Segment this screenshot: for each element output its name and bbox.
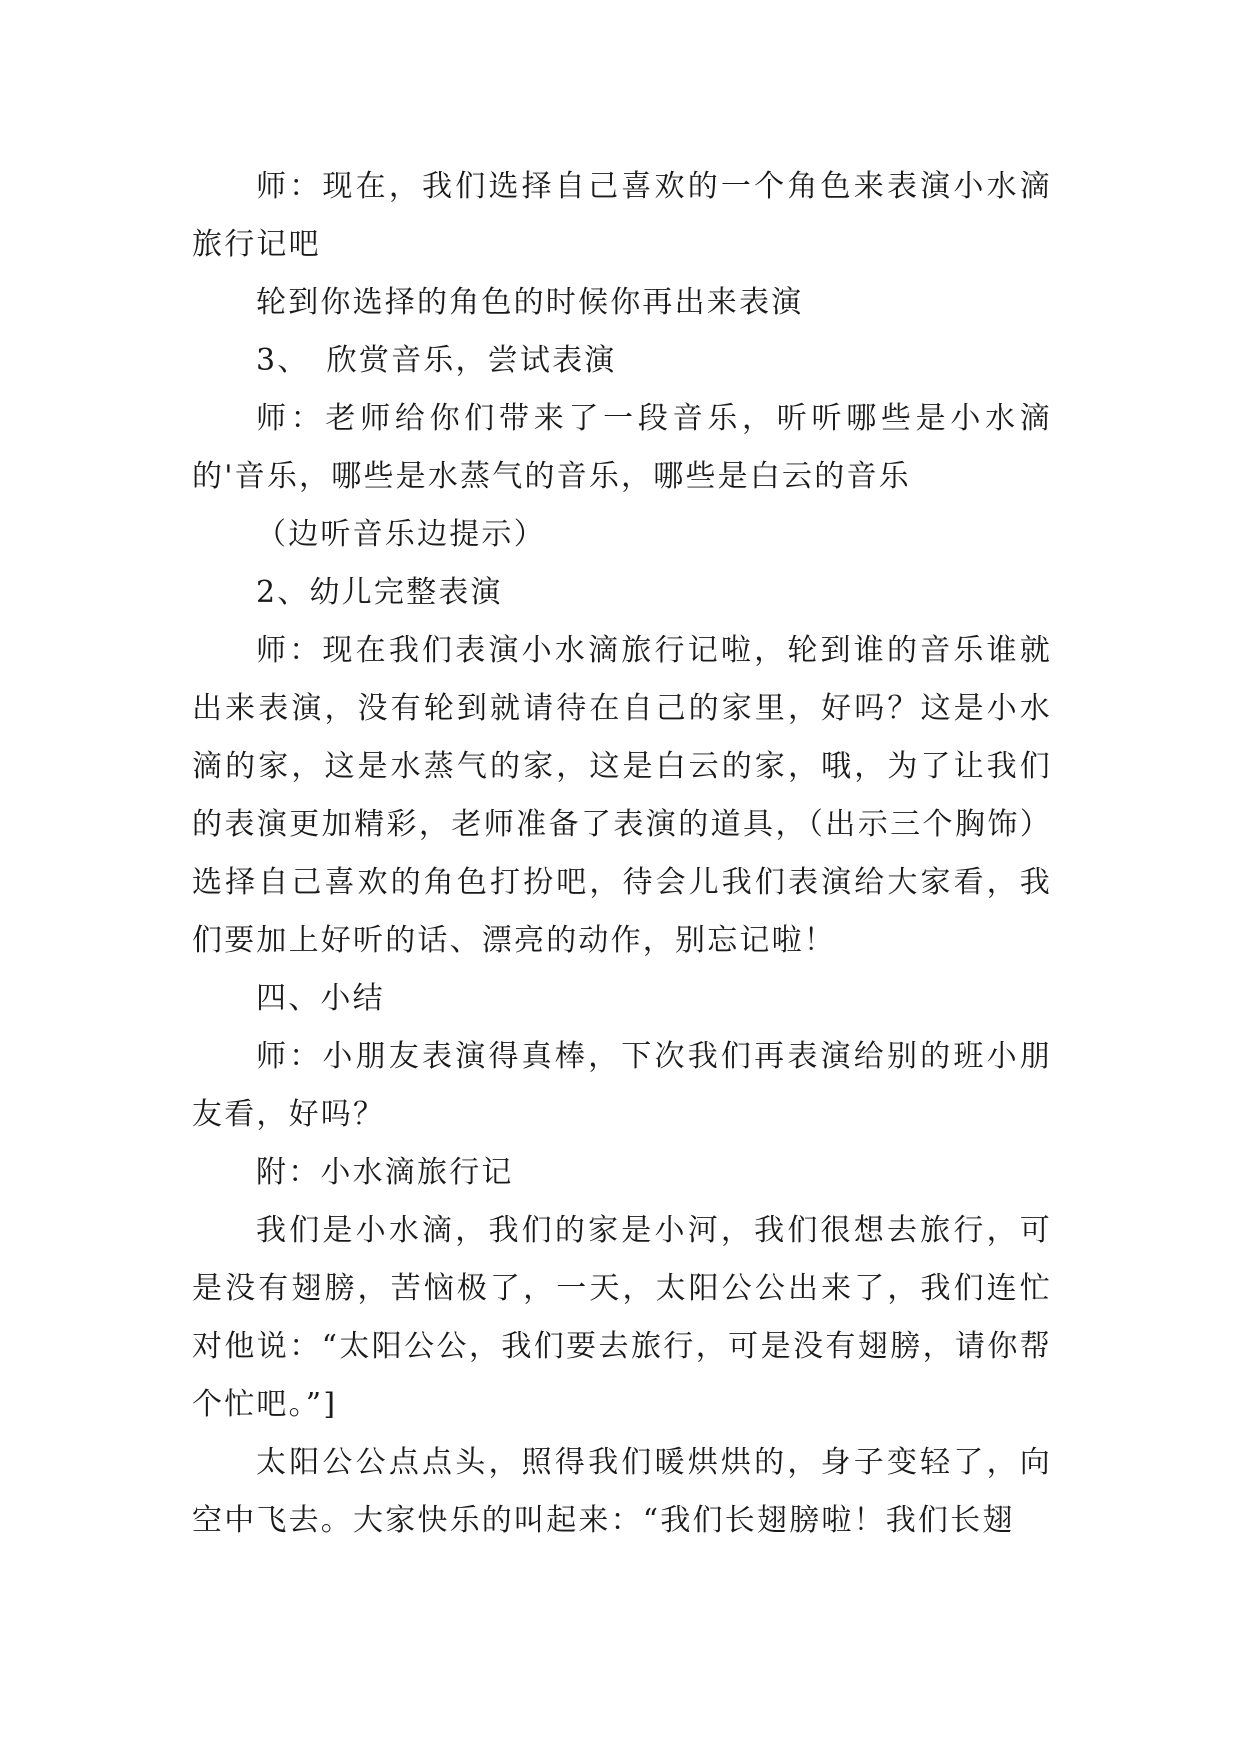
paragraph: 2、幼儿完整表演 xyxy=(256,575,503,610)
paragraph: 师：现在我们表演小水滴旅行记啦，轮到谁的音乐谁就出来表演，没有轮到就请待在自己的家里，好吗？这是小水滴的家，这是水蒸气的家，这是白云的家，哦，为了让我们的表演更加精彩，老师准备了表演的道具，（出示三个胸饰）选择自己喜欢的角色打扮吧，待会儿我们表演给大家看，我们要加上好听的话、漂亮的动作，别忘记啦！ xyxy=(192,633,1052,958)
paragraph: 四、小结 xyxy=(256,981,385,1016)
paragraph: 师：现在，我们选择自己喜欢的一个角色来表演小水滴旅行记吧 xyxy=(192,169,1052,262)
paragraph: 太阳公公点点头，照得我们暖烘烘的，身子变轻了，向空中飞去。大家快乐的叫起来：“我们长翅膀啦！我们长翅 xyxy=(192,1445,1052,1538)
paragraph: （边听音乐边提示） xyxy=(256,517,546,552)
paragraph: 附：小水滴旅行记 xyxy=(256,1155,514,1190)
paragraph: 师：老师给你们带来了一段音乐，听听哪些是小水滴的'音乐，哪些是水蒸气的音乐，哪些是白云的音乐 xyxy=(192,401,1052,494)
paragraph: 3、 欣赏音乐，尝试表演 xyxy=(256,343,617,378)
paragraph: 师：小朋友表演得真棒，下次我们再表演给别的班小朋友看，好吗？ xyxy=(192,1039,1052,1132)
document-page xyxy=(192,158,1052,1550)
paragraph: 轮到你选择的角色的时候你再出来表演 xyxy=(256,285,804,320)
paragraph: 我们是小水滴，我们的家是小河，我们很想去旅行，可是没有翅膀，苦恼极了，一天，太阳公公出来了，我们连忙对他说：“太阳公公，我们要去旅行，可是没有翅膀，请你帮个忙吧。”] xyxy=(192,1213,1052,1422)
